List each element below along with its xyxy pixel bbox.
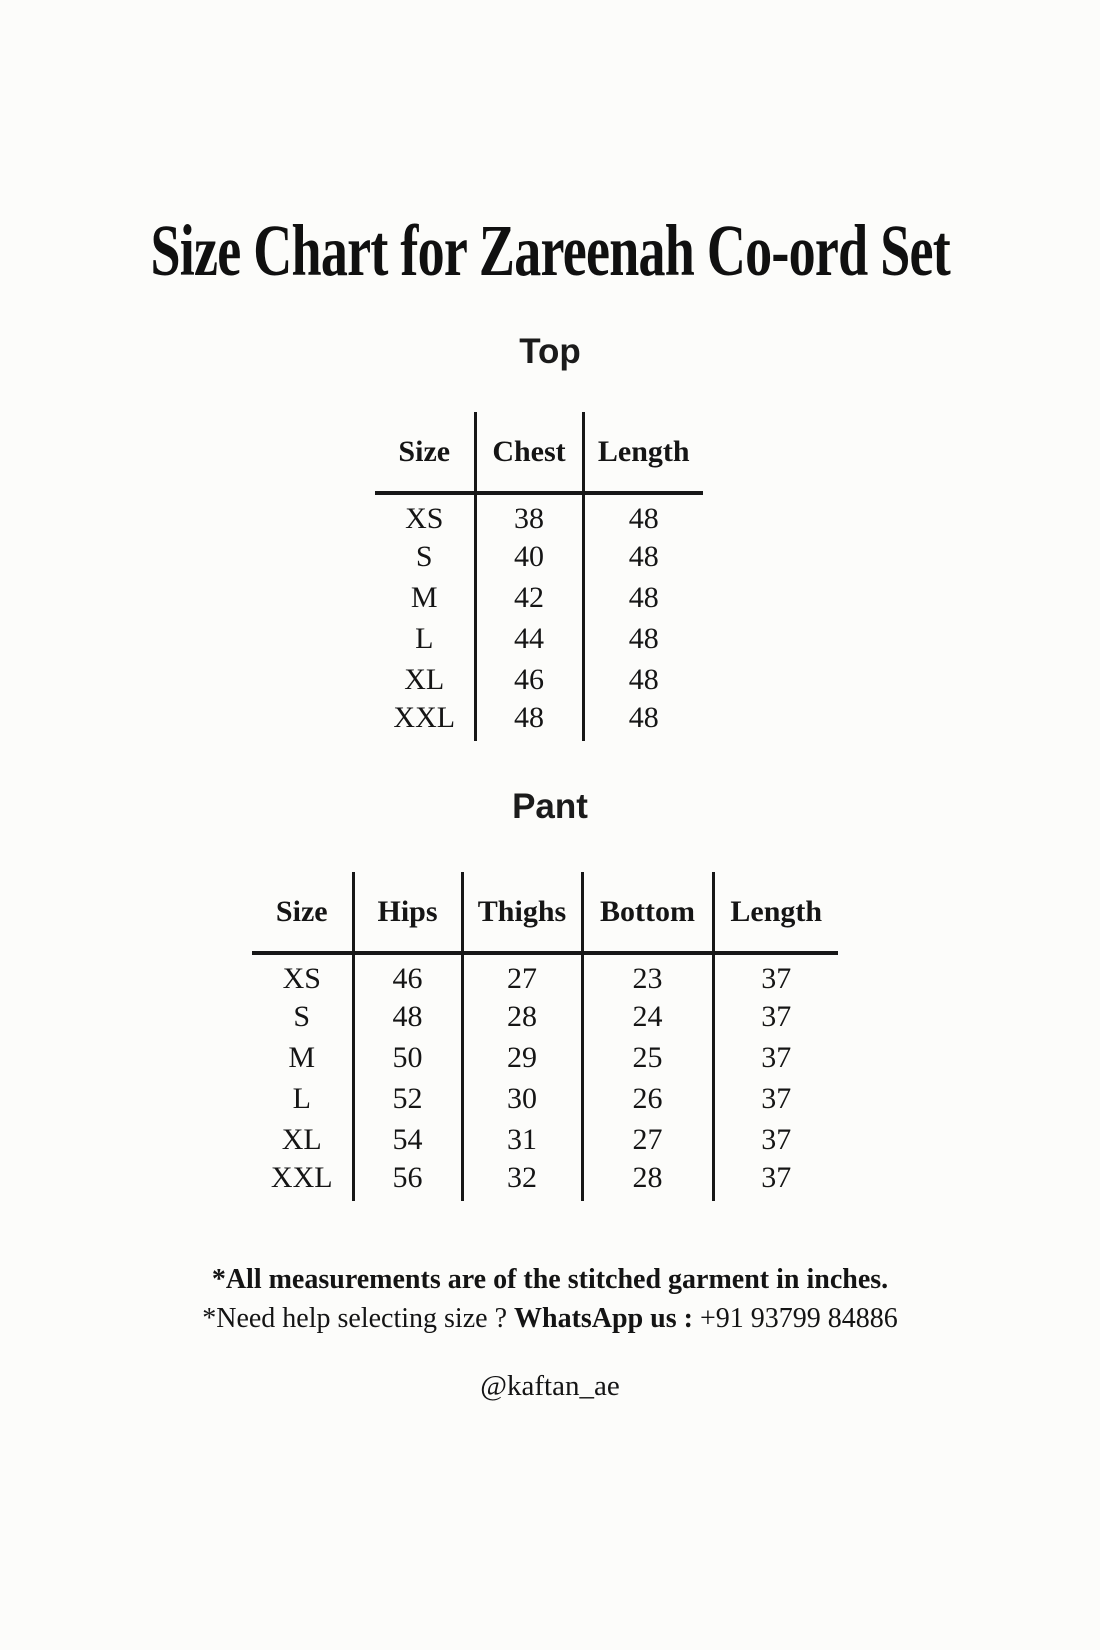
pant-header-thighs: Thighs (462, 872, 582, 953)
size-cell: XS (375, 493, 475, 536)
table-row (252, 1037, 838, 1078)
pant-header-length: Length (713, 872, 838, 953)
bottom-cell: 26 (582, 1078, 713, 1119)
thighs-cell: 30 (462, 1078, 582, 1119)
size-cell: M (252, 1037, 353, 1078)
thighs-cell: 28 (462, 996, 582, 1037)
top-header-chest: Chest (475, 412, 583, 493)
pant-header-size: Size (252, 872, 353, 953)
table-row (252, 1119, 838, 1160)
pant-header-bottom: Bottom (582, 872, 713, 953)
size-cell: S (252, 996, 353, 1037)
length-cell: 48 (628, 700, 659, 734)
size-cell: XXL (375, 700, 475, 741)
pant-table-header (252, 872, 838, 953)
thighs-cell: 32 (462, 1160, 582, 1201)
size-cell: XL (375, 659, 475, 700)
table-row (375, 618, 703, 659)
hips-cell: 48 (353, 996, 462, 1037)
top-size-table (375, 412, 703, 741)
pant-table-body (252, 953, 838, 1201)
top-header-size: Size (375, 412, 475, 493)
thighs-cell: 27 (462, 953, 582, 996)
table-row (252, 1078, 838, 1119)
chest-cell: 42 (475, 577, 583, 618)
chest-cell: 38 (475, 493, 583, 536)
section-heading-pant: Pant (512, 787, 588, 826)
table-row (252, 953, 838, 996)
size-cell: M (375, 577, 475, 618)
length-cell: 37 (761, 1040, 792, 1074)
hips-cell: 46 (353, 953, 462, 996)
chest-cell: 48 (475, 700, 583, 741)
hips-cell: 50 (353, 1037, 462, 1078)
bottom-cell: 25 (582, 1037, 713, 1078)
size-cell: XS (252, 953, 353, 996)
hips-cell: 52 (353, 1078, 462, 1119)
top-header-length: Length (583, 412, 703, 493)
help-note-prefix: *Need help selecting size ? (202, 1303, 514, 1334)
size-cell: L (252, 1078, 353, 1119)
bottom-cell: 28 (582, 1160, 713, 1201)
size-cell: XL (252, 1119, 353, 1160)
length-cell: 48 (628, 539, 659, 573)
table-header-row (375, 412, 703, 493)
length-cell: 37 (761, 962, 792, 995)
bottom-cell: 27 (582, 1119, 713, 1160)
measurement-note: *All measurements are of the stitched garment in inches. (211, 1264, 889, 1295)
instagram-handle: @kaftan_ae (480, 1370, 620, 1402)
size-cell: XXL (252, 1160, 353, 1201)
chest-cell: 44 (475, 618, 583, 659)
length-cell: 37 (761, 1081, 792, 1115)
table-row (375, 536, 703, 577)
table-header-row (252, 872, 838, 953)
thighs-cell: 29 (462, 1037, 582, 1078)
pant-size-table (252, 872, 838, 1201)
length-cell: 37 (761, 1122, 792, 1156)
length-cell: 48 (628, 580, 659, 614)
section-heading-top: Top (519, 332, 581, 371)
length-cell: 48 (628, 621, 659, 655)
hips-cell: 54 (353, 1119, 462, 1160)
length-cell: 48 (628, 662, 659, 696)
pant-header-hips: Hips (353, 872, 462, 953)
size-cell: L (375, 618, 475, 659)
table-row (375, 493, 703, 536)
table-row (252, 1160, 838, 1201)
bottom-cell: 23 (582, 953, 713, 996)
table-row (375, 659, 703, 700)
top-table-header (375, 412, 703, 493)
length-cell: 48 (628, 502, 659, 535)
size-cell: S (375, 536, 475, 577)
table-row (375, 577, 703, 618)
thighs-cell: 31 (462, 1119, 582, 1160)
chest-cell: 40 (475, 536, 583, 577)
bottom-cell: 24 (582, 996, 713, 1037)
page-title: Size Chart for Zareenah Co-ord Set (150, 210, 950, 291)
length-cell: 37 (761, 1160, 792, 1194)
length-cell: 37 (761, 999, 792, 1033)
chest-cell: 46 (475, 659, 583, 700)
top-table-body (375, 493, 703, 741)
whatsapp-number: +91 93799 84886 (692, 1303, 898, 1334)
table-row (252, 996, 838, 1037)
table-row (375, 700, 703, 741)
page-title-wrap (0, 209, 1100, 293)
whatsapp-label: WhatsApp us : (514, 1303, 693, 1334)
help-note (0, 1303, 1100, 1335)
hips-cell: 56 (353, 1160, 462, 1201)
